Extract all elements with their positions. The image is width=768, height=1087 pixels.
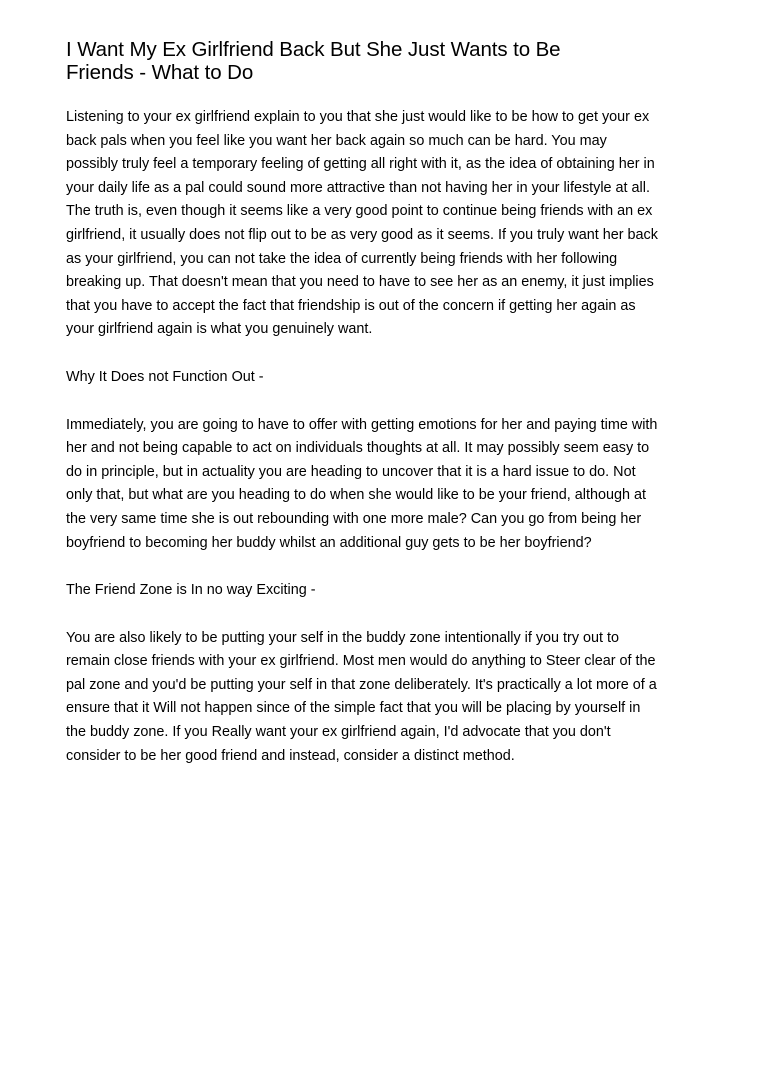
text-line: girlfriend, it usually does not flip out to be as very good as it seems. If you truly want her back [66, 226, 658, 243]
text-line: remain close friends with your ex girlfriend. Most men would do anything to Steer clear of the [66, 653, 656, 670]
text-line: boyfriend to becoming her buddy whilst an additional guy gets to be her boyfriend? [66, 534, 592, 551]
title-line: Friends - What to Do [66, 61, 254, 84]
paragraph-intro [66, 106, 712, 342]
text-line: ensure that it Will not happen since of the simple fact that you will be placing by yourself in [66, 700, 641, 717]
paragraph-why [66, 414, 712, 556]
text-line: only that, but what are you heading to do when she would like to be your friend, although at [66, 487, 647, 504]
document-title [66, 38, 712, 84]
paragraph-gap [66, 342, 712, 366]
text-line: that you have to accept the fact that friendship is out of the concern if getting her again as [66, 297, 636, 314]
text-line: back pals when you feel like you want her back again so much can be hard. You may [66, 132, 607, 149]
text-line: her and not being capable to act on individuals thoughts at all. It may possibly seem easy to [66, 440, 650, 457]
text-line: your girlfriend again is what you genuinely want. [66, 321, 373, 338]
title-line: I Want My Ex Girlfriend Back But She Just Wants to Be [66, 38, 561, 61]
paragraph-gap [66, 390, 712, 414]
paragraph-friend-zone [66, 627, 712, 769]
text-line: possibly truly feel a temporary feeling of getting all right with it, as the idea of obtaining her in [66, 156, 655, 173]
section-heading-why: Why It Does not Function Out - [66, 368, 264, 385]
text-line: do in principle, but in actuality you are heading to uncover that it is a hard issue to do. Not [66, 463, 636, 480]
text-line: the very same time she is out rebounding with one more male? Can you go from being her [66, 510, 642, 527]
text-line: Immediately, you are going to have to offer with getting emotions for her and paying time with [66, 416, 658, 433]
text-line: your daily life as a pal could sound more attractive than not having her in your lifestyle at all. [66, 179, 650, 196]
paragraph-gap [66, 603, 712, 627]
text-line: the buddy zone. If you Really want your ex girlfriend again, I'd advocate that you don't [66, 724, 611, 741]
text-line: as your girlfriend, you can not take the idea of currently being friends with her following [66, 250, 618, 267]
paragraph-gap [66, 555, 712, 579]
text-line: consider to be her good friend and instead, consider a distinct method. [66, 747, 515, 764]
text-line: breaking up. That doesn't mean that you need to have to see her as an enemy, it just implies [66, 274, 654, 291]
text-line: You are also likely to be putting your self in the buddy zone intentionally if you try out to [66, 629, 620, 646]
text-line: The truth is, even though it seems like a very good point to continue being friends with an ex [66, 203, 653, 220]
section-heading-friend-zone: The Friend Zone is In no way Exciting - [66, 582, 316, 599]
document-page [66, 38, 712, 768]
text-line: Listening to your ex girlfriend explain to you that she just would like to be how to get your ex [66, 109, 650, 125]
text-line: pal zone and you'd be putting your self in that zone deliberately. It's practically a lot more of a [66, 676, 657, 693]
